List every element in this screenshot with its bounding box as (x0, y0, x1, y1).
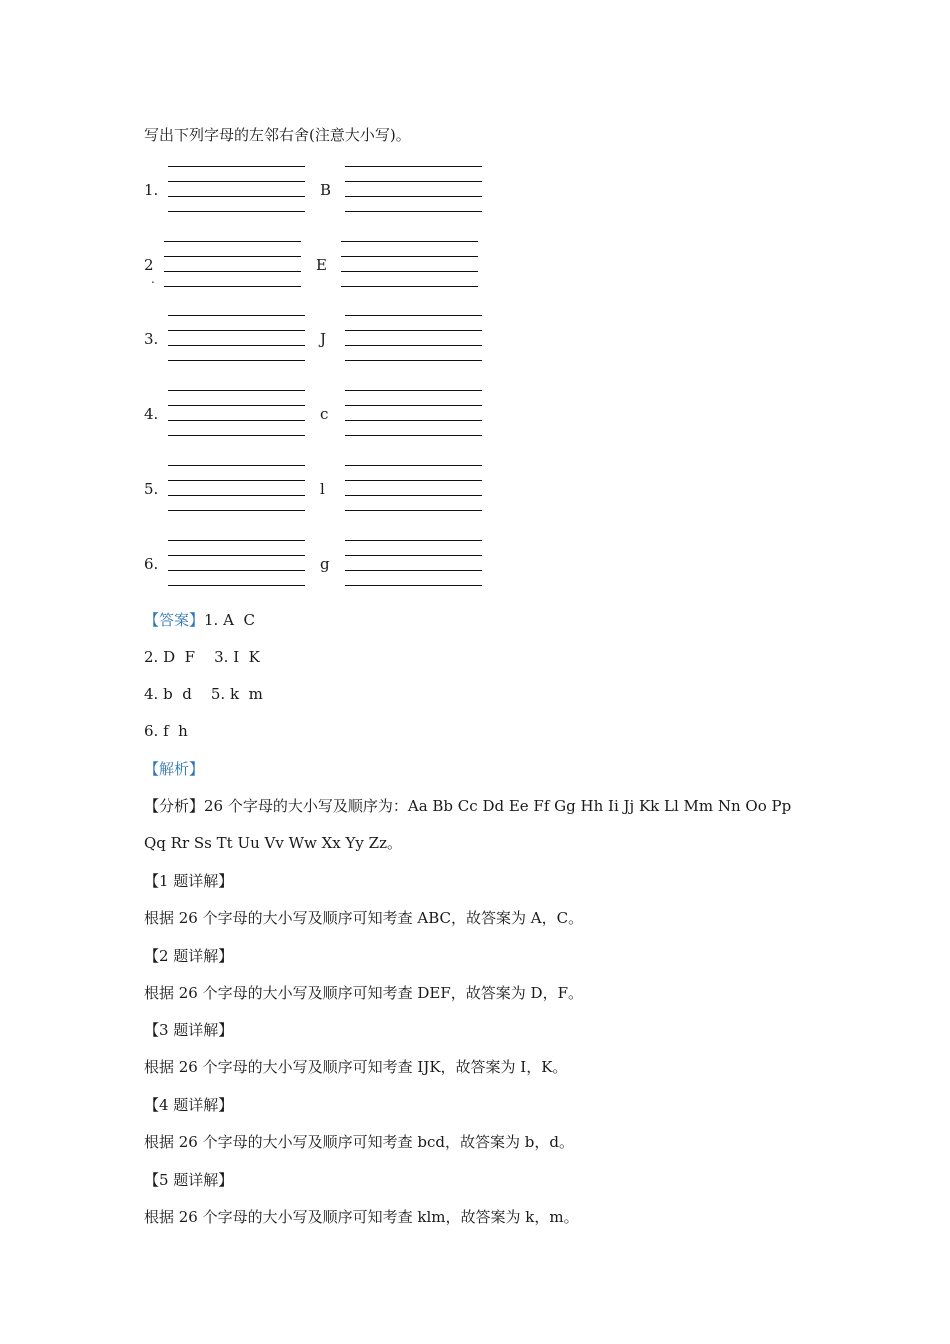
detail-heading-4: 【4 题详解】 (144, 1096, 234, 1114)
left-neighbor-writing-lines[interactable] (168, 540, 305, 586)
detail-heading-1: 【1 题详解】 (144, 872, 234, 890)
exercise-number: 1. (144, 181, 159, 199)
answer-text: 1. A C (204, 611, 255, 629)
instruction-text: 写出下列字母的左邻右舍(注意大小写)。 (144, 126, 411, 144)
right-neighbor-writing-lines[interactable] (345, 465, 482, 511)
detail-heading-5: 【5 题详解】 (144, 1171, 234, 1189)
exercise-number: 5. (144, 480, 159, 498)
given-letter: E (316, 256, 327, 274)
answer-line-1 (144, 610, 255, 630)
exercise-number: 3. (144, 330, 159, 348)
right-neighbor-writing-lines[interactable] (345, 315, 482, 361)
given-letter: c (320, 405, 329, 423)
analysis-tag: 【解析】 (144, 760, 205, 778)
given-letter: B (320, 181, 332, 199)
right-neighbor-writing-lines[interactable] (345, 540, 482, 586)
left-neighbor-writing-lines[interactable] (168, 390, 305, 436)
answer-line-3: 4. b d 5. k m (144, 685, 263, 703)
detail-text-4: 根据 26 个字母的大小写及顺序可知考查 bcd，故答案为 b，d。 (144, 1133, 574, 1151)
stray-dot: . (151, 272, 155, 286)
detail-heading-2: 【2 题详解】 (144, 947, 234, 965)
right-neighbor-writing-lines[interactable] (345, 390, 482, 436)
detail-text-3: 根据 26 个字母的大小写及顺序可知考查 IJK，故答案为 I，K。 (144, 1058, 568, 1076)
left-neighbor-writing-lines[interactable] (168, 166, 305, 212)
analysis-summary-line-1: 【分析】26 个字母的大小写及顺序为：Aa Bb Cc Dd Ee Ff Gg Hh Ii Jj Kk Ll Mm Nn Oo Pp (144, 797, 792, 815)
answer-line-4: 6. f h (144, 722, 188, 740)
given-letter: l (320, 480, 325, 498)
left-neighbor-writing-lines[interactable] (164, 241, 301, 287)
detail-heading-3: 【3 题详解】 (144, 1021, 234, 1039)
analysis-summary-line-2: Qq Rr Ss Tt Uu Vv Ww Xx Yy Zz。 (144, 834, 402, 852)
exercise-number: 4. (144, 405, 159, 423)
given-letter: J (320, 330, 327, 348)
answer-line-2: 2. D F 3. I K (144, 648, 260, 666)
left-neighbor-writing-lines[interactable] (168, 465, 305, 511)
left-neighbor-writing-lines[interactable] (168, 315, 305, 361)
exercise-number: 6. (144, 555, 159, 573)
given-letter: g (320, 555, 330, 573)
detail-text-2: 根据 26 个字母的大小写及顺序可知考查 DEF，故答案为 D，F。 (144, 984, 583, 1002)
detail-text-5: 根据 26 个字母的大小写及顺序可知考查 klm，故答案为 k，m。 (144, 1208, 579, 1226)
right-neighbor-writing-lines[interactable] (345, 166, 482, 212)
exercise-number: 2 (144, 256, 154, 274)
right-neighbor-writing-lines[interactable] (341, 241, 478, 287)
answer-tag: 【答案】 (144, 611, 205, 629)
detail-text-1: 根据 26 个字母的大小写及顺序可知考查 ABC，故答案为 A，C。 (144, 909, 584, 927)
